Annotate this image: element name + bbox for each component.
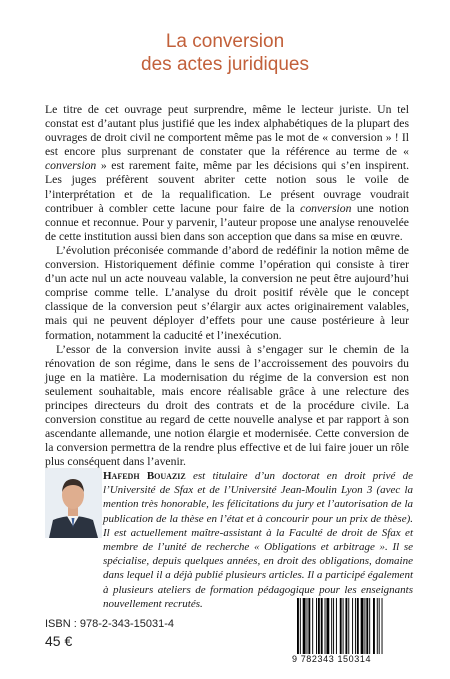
paragraph-1-part-b: » est rarement faite, même par les décisions qui s’en inspirent. Les juges préfèrent souvent abriter cette notion sous le voile de l’interprétation et de la requalification. Le présent ouvrage voudrait contribuer à combler cette lacune pour faire de la — [45, 159, 409, 215]
barcode-bar — [348, 598, 349, 654]
book-title — [0, 30, 450, 76]
paragraph-1-part-c: une notion connue et reconnue. Pour y parvenir, l’auteur propose une analyse renouvelée de cette institution aussi bien dans son acception que dans sa mise en œuvre. — [45, 201, 410, 243]
barcode-bar — [377, 598, 378, 654]
isbn: ISBN : 978-2-343-15031-4 — [45, 618, 175, 630]
barcode-bar — [318, 598, 320, 654]
paragraph-1 — [45, 103, 409, 244]
barcode-bar — [373, 598, 375, 654]
book-title-line2: des actes juridiques — [141, 54, 309, 75]
barcode-bar — [300, 598, 301, 654]
barcode-bar — [343, 598, 344, 654]
paragraph-3: L’essor de la conversion invite aussi à s’engager sur le chemin de la rénovation de son régime, dans le sens de l’accroissement des pouvoirs du juge en la matière. La modernisation du régime de la conversion est non seulement souhaitable, mais encore réalisable grâce à une relecture des principes directeurs du droit des contrats et de la procédure civile. La conversion constitue au regard de cette nouvelle analyse et par rapport à son ascendante allemande, une notion élargie et modernisée. Cette conversion de la conversion permettra de la rendre plus effective et de lui faire jouer un rôle plus conséquent dans l’avenir. — [45, 342, 409, 469]
barcode-bar — [336, 598, 337, 654]
barcode-bar — [361, 598, 364, 654]
author-name: Hafedh Bouaziz — [103, 470, 186, 482]
barcode-bar — [331, 598, 332, 654]
barcode-bar — [308, 598, 310, 654]
author-portrait-illustration — [45, 468, 102, 538]
price: 45 € — [45, 633, 73, 649]
author-bio-text: est titulaire d’un doctorat en droit privé de l’Université de Sfax et de l’Université Jean-Moulin Lyon 3 (avec la mention très honorable, les félicitations du jury et l’autorisation de la publication de la thèse en l’état et à concourir pour un prix de thèse). Il est actuellement maître-assistant à la Faculté de droit de Sfax et membre de l’unité de recherche « Obligations et arbitrage ». Il se spécialise, depuis quelques années, en droit des obligations, domaine dans lequel il a déjà publié plusieurs articles. Il a participé également à plusieurs ateliers de formation pédagogique pour les enseignants nouvellement recrutés. — [103, 470, 413, 610]
barcode-bar — [316, 598, 317, 654]
barcode-digits: 9 782343 150314 — [292, 654, 372, 664]
barcode-bar — [326, 598, 329, 654]
barcode-bar — [303, 598, 306, 654]
barcode-bar — [325, 598, 326, 654]
barcode-bar — [297, 598, 299, 654]
barcode-bar — [345, 598, 347, 654]
barcode — [297, 598, 413, 654]
barcode-bar — [379, 598, 380, 654]
barcode-bar — [382, 598, 383, 654]
paragraph-2: L’évolution préconisée commande d’abord de redéfinir la notion même de conversion. Historiquement définie comme l’opération qui consiste à tirer d’un acte nul un acte nouveau valable, la conversion ne peut être aujourd’hui comprise comme telle. L’analyse du droit positif révèle que le concept classique de la conversion peut s’élargir aux actes originairement valables, mais qui ne peuvent déployer d’effets pour une cause postérieure à leur formation, notamment la caducité et l’inexécution. — [45, 243, 409, 342]
barcode-bar — [333, 598, 334, 654]
barcode-bar — [340, 598, 342, 654]
paragraph-1-emphasis-1: conversion — [45, 159, 97, 173]
barcode-bar — [321, 598, 323, 654]
barcode-bar — [312, 598, 313, 654]
back-cover-text — [45, 103, 409, 469]
barcode-bar — [369, 598, 370, 654]
book-title-line1: La conversion — [165, 31, 285, 52]
barcode-bar — [357, 598, 359, 654]
author-photo — [45, 468, 102, 538]
barcode-bar — [355, 598, 356, 654]
barcode-bar — [364, 598, 365, 654]
barcode-bar — [352, 598, 353, 654]
barcode-bar — [307, 598, 308, 654]
paragraph-1-part-a: Le titre de cet ouvrage peut surprendre, même le lecteur juriste. Un tel constat est d’autant plus justifié que les index alphabétiques de la plupart des ouvrages de droit civil ne comportent même pas le mot de « conversion » ! Il est encore plus surprenant de constater que la référence au terme de « — [45, 103, 409, 159]
barcode-bar — [366, 598, 368, 654]
paragraph-1-emphasis-2: conversion — [300, 201, 352, 215]
author-bio — [103, 469, 413, 611]
